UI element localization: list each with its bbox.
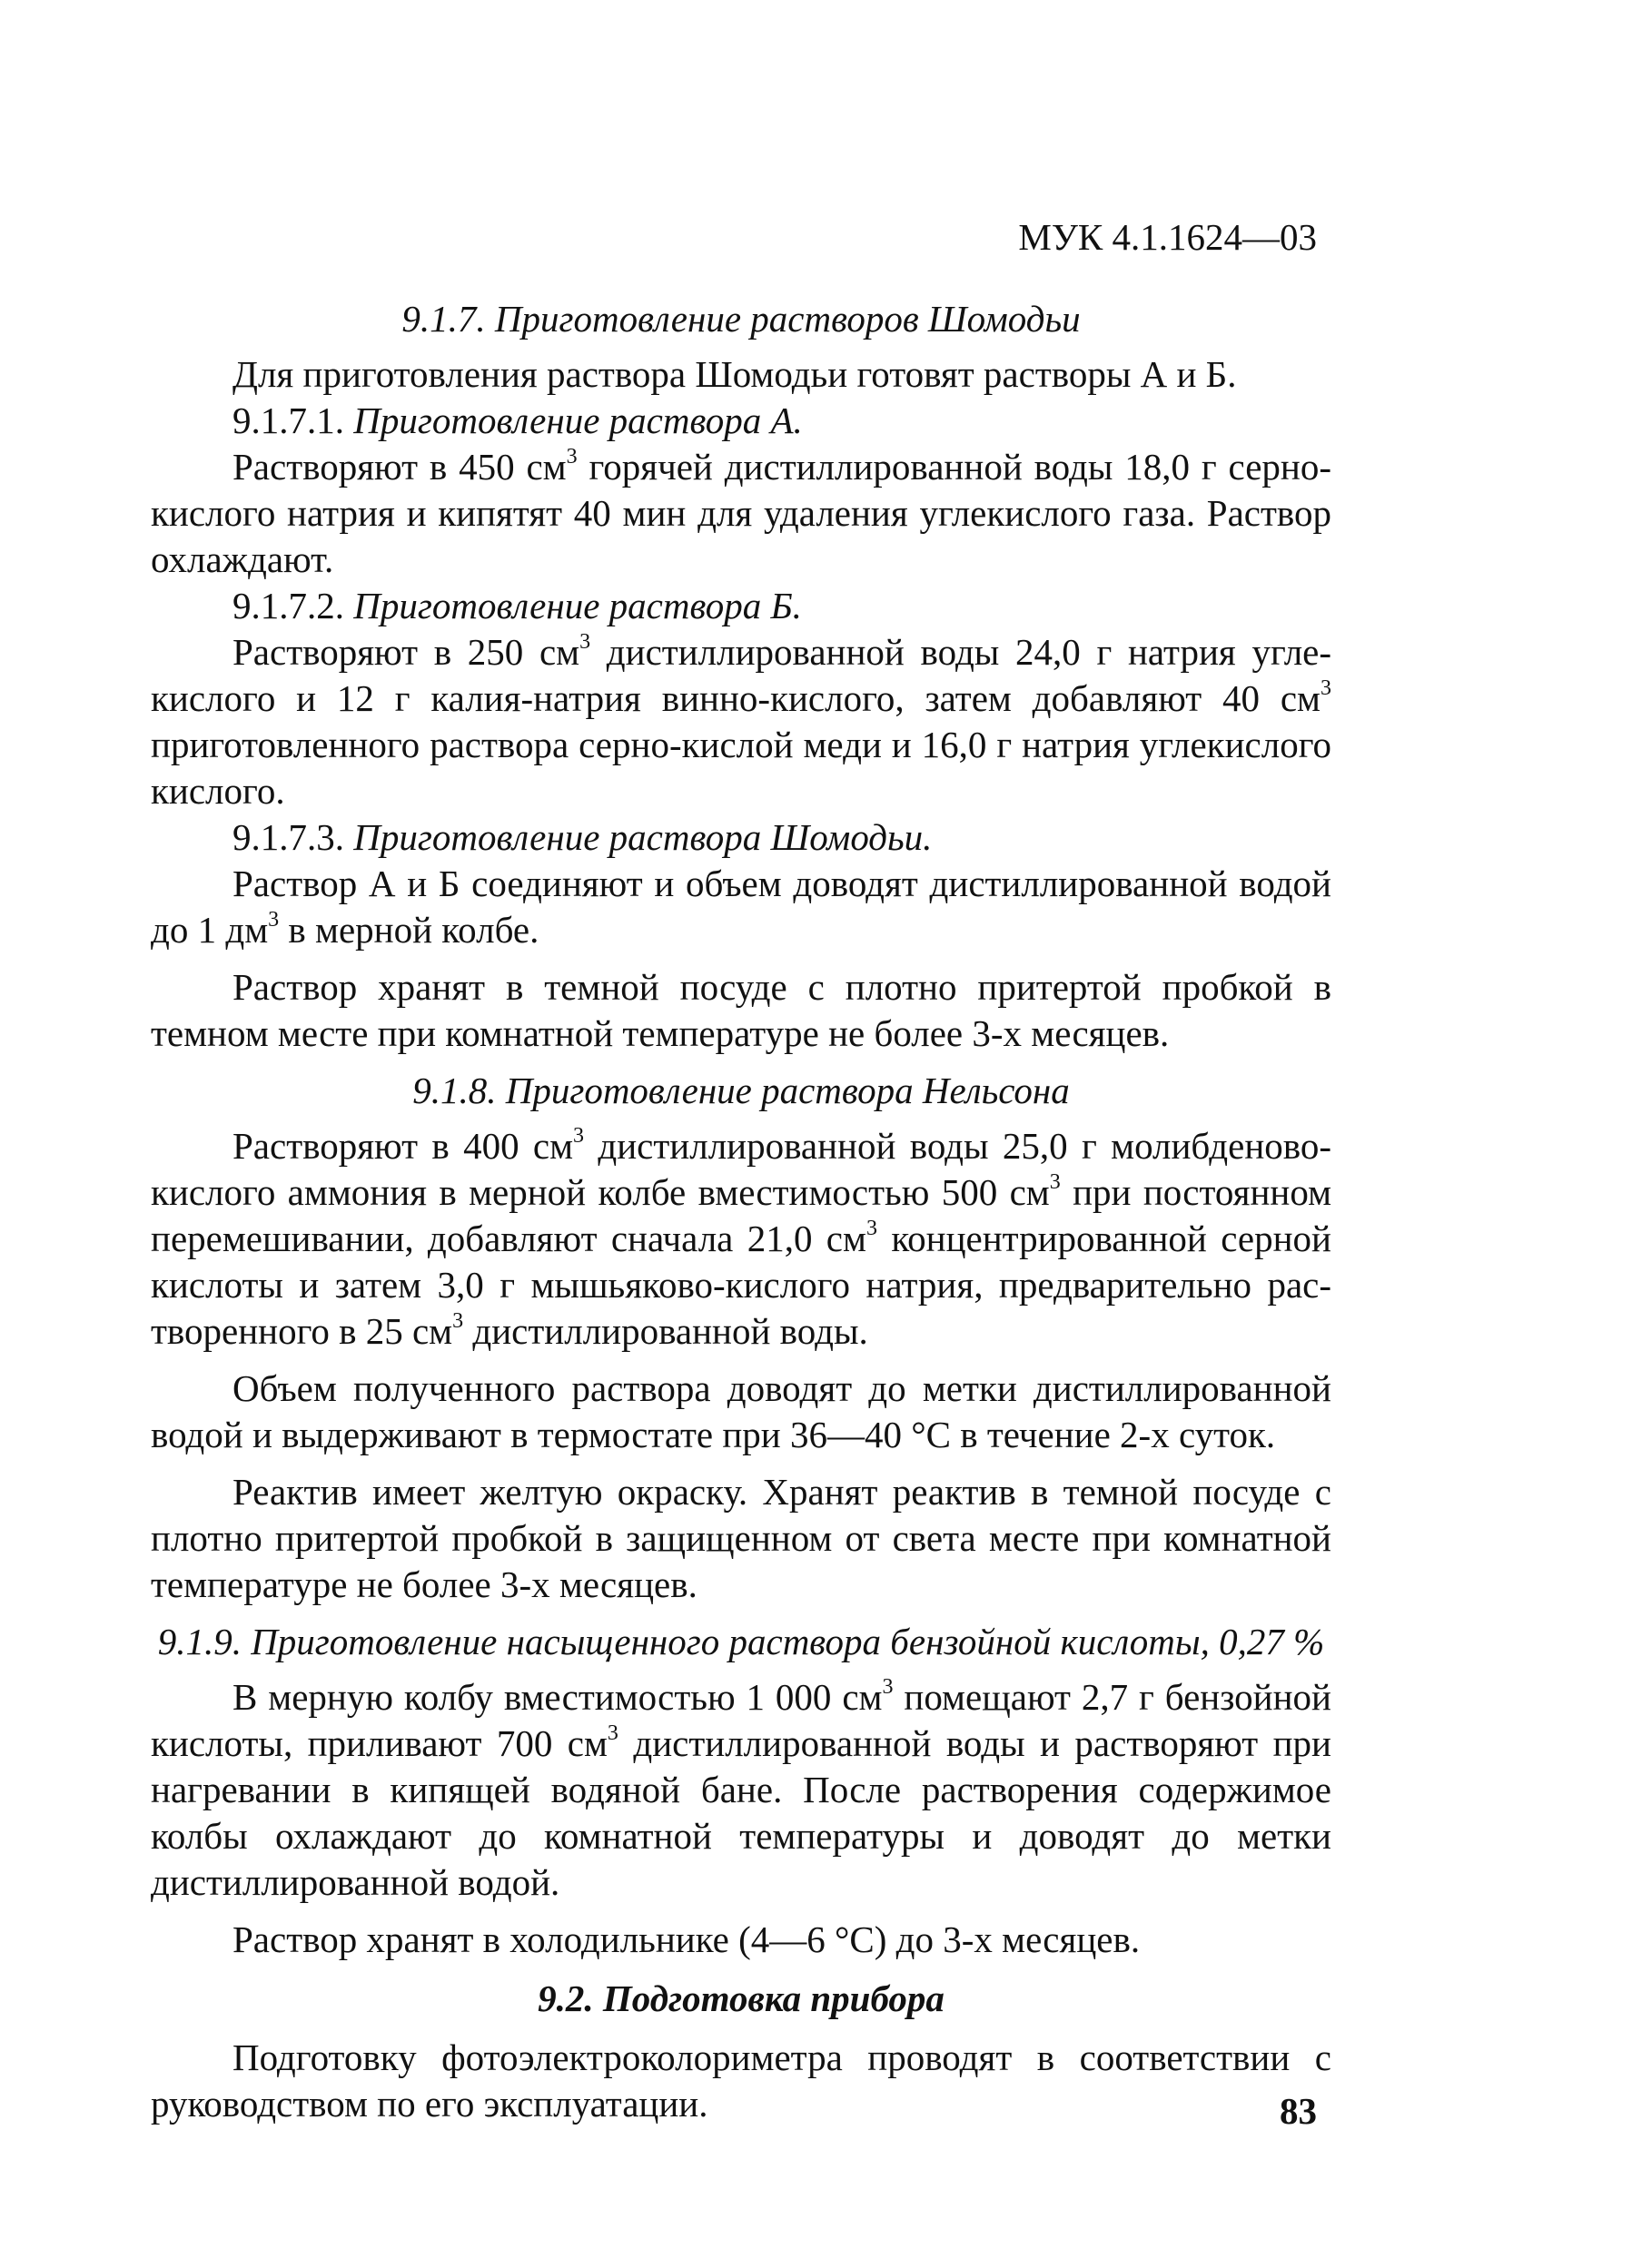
superscript: 3: [607, 1721, 618, 1745]
section-heading-9-1-8: 9.1.8. Приготовление раствора Нельсона: [412, 1070, 1070, 1111]
section-heading-9-2: 9.2. Подготовка прибора: [538, 1977, 945, 2019]
text-run: концентрированной серной кислоты и затем 3,0 г мышьяково-кислого натрия, предварительно растворенного в 25 см: [151, 1218, 1331, 1352]
page-content: [151, 292, 1331, 2127]
text-run: Растворяют в 400 см: [232, 1125, 574, 1167]
subsection-title: Приготовление раствора Б.: [353, 585, 802, 626]
section-heading-9-1-7: 9.1.7. Приготовление растворов Шомодьи: [401, 298, 1081, 340]
paragraph-storage-somogyi: Раствор хранят в темной посуде с плотно притертой пробкой в темном месте при комнатной температуре не более 3-х месяцев.: [151, 966, 1331, 1054]
superscript: 3: [865, 1217, 877, 1240]
text-run: дистиллированной воды 25,0 г молибденовокислого аммония в мерной колбе вместимостью 500 см: [151, 1125, 1331, 1213]
text-run: Растворяют в 250 см: [232, 631, 580, 673]
text-run: дистиллированной воды.: [463, 1310, 868, 1352]
text-run: при постоянном перемешивании, добавляют сначала 21,0 см: [151, 1171, 1332, 1259]
text-run: в мерной колбе.: [279, 909, 539, 951]
superscript: 3: [1320, 676, 1331, 700]
subsection-heading-9-1-7-1: [151, 398, 1331, 444]
subsection-heading-9-1-7-2: [151, 583, 1331, 629]
subsection-title: Приготовление раствора А.: [353, 399, 803, 441]
section-heading-9-1-9: 9.1.9. Приготовление насыщенного раствора бензойной кислоты, 0,27 %: [157, 1621, 1325, 1662]
paragraph-intro: Для приготовления раствора Шомодьи готовят растворы А и Б.: [232, 353, 1237, 395]
paragraph-nelson-volume: Объем полученного раствора доводят до метки дистиллированной водой и выдерживают в термостате при 36—40 °С в течение 2-х суток.: [151, 1367, 1331, 1455]
paragraph-nelson-storage: Реактив имеет желтую окраску. Хранят реактив в темной посуде с плотно притертой пробкой в защищенном от света месте при комнатной температуре не более 3-х месяцев.: [151, 1471, 1331, 1605]
superscript: 3: [566, 445, 578, 468]
paragraph-solution-a: [151, 444, 1331, 583]
text-run: В мерную колбу вместимостью 1 000 см: [232, 1676, 883, 1718]
paragraph-benzoic-storage: Раствор хранят в холодильнике (4—6 °С) до 3-х месяцев.: [232, 1918, 1141, 1960]
page-number: 83: [1280, 2090, 1317, 2132]
text-run: помещают 2,7 г бензойной кислоты, приливают 700 см: [151, 1676, 1331, 1764]
superscript: 3: [1049, 1170, 1061, 1194]
text-run: приготовленного раствора серно-кислой меди и 16,0 г натрия углекислого кислого.: [151, 724, 1331, 812]
subsection-number: 9.1.7.3.: [232, 816, 344, 858]
paragraph-solution-b: [151, 629, 1331, 814]
text-run: Растворяют в 450 см: [232, 446, 567, 488]
subsection-title: Приготовление раствора Шомодьи.: [353, 816, 933, 858]
subsection-number: 9.1.7.1.: [232, 399, 344, 441]
text-run: дистиллированной воды и растворяют при нагревании в кипящей водяной бане. После растворения содержимое колбы охлаждают до комнатной температуры и доводят до метки дистиллированной водой.: [151, 1722, 1331, 1903]
paragraph-instrument-preparation: Подготовку фотоэлектроколориметра проводят в соответствии с руководством по его эксплуатации.: [151, 2036, 1331, 2125]
text-run: Раствор А и Б соединяют и объем доводят дистиллированной водой до 1 дм: [151, 863, 1331, 951]
document-id: МУК 4.1.1624—03: [1018, 216, 1317, 258]
text-run: дистиллированной воды 24,0 г натрия углекислого и 12 г калия-натрия винно-кислого, затем добавляют 40 см: [151, 631, 1332, 719]
paragraph-benzoic-preparation: [151, 1674, 1331, 1906]
superscript: 3: [579, 630, 591, 654]
subsection-number: 9.1.7.2.: [232, 585, 344, 626]
text-run: горячей дистиллированной воды 18,0 г сернокислого натрия и кипятят 40 мин для удаления углекислого газа. Раствор охлаждают.: [151, 446, 1331, 580]
superscript: 3: [882, 1675, 894, 1699]
superscript: 3: [268, 908, 280, 932]
paragraph-nelson-preparation: [151, 1123, 1331, 1355]
subsection-heading-9-1-7-3: [151, 814, 1331, 861]
superscript: 3: [452, 1309, 464, 1333]
superscript: 3: [573, 1124, 585, 1148]
paragraph-somogyi-solution: [151, 861, 1331, 953]
